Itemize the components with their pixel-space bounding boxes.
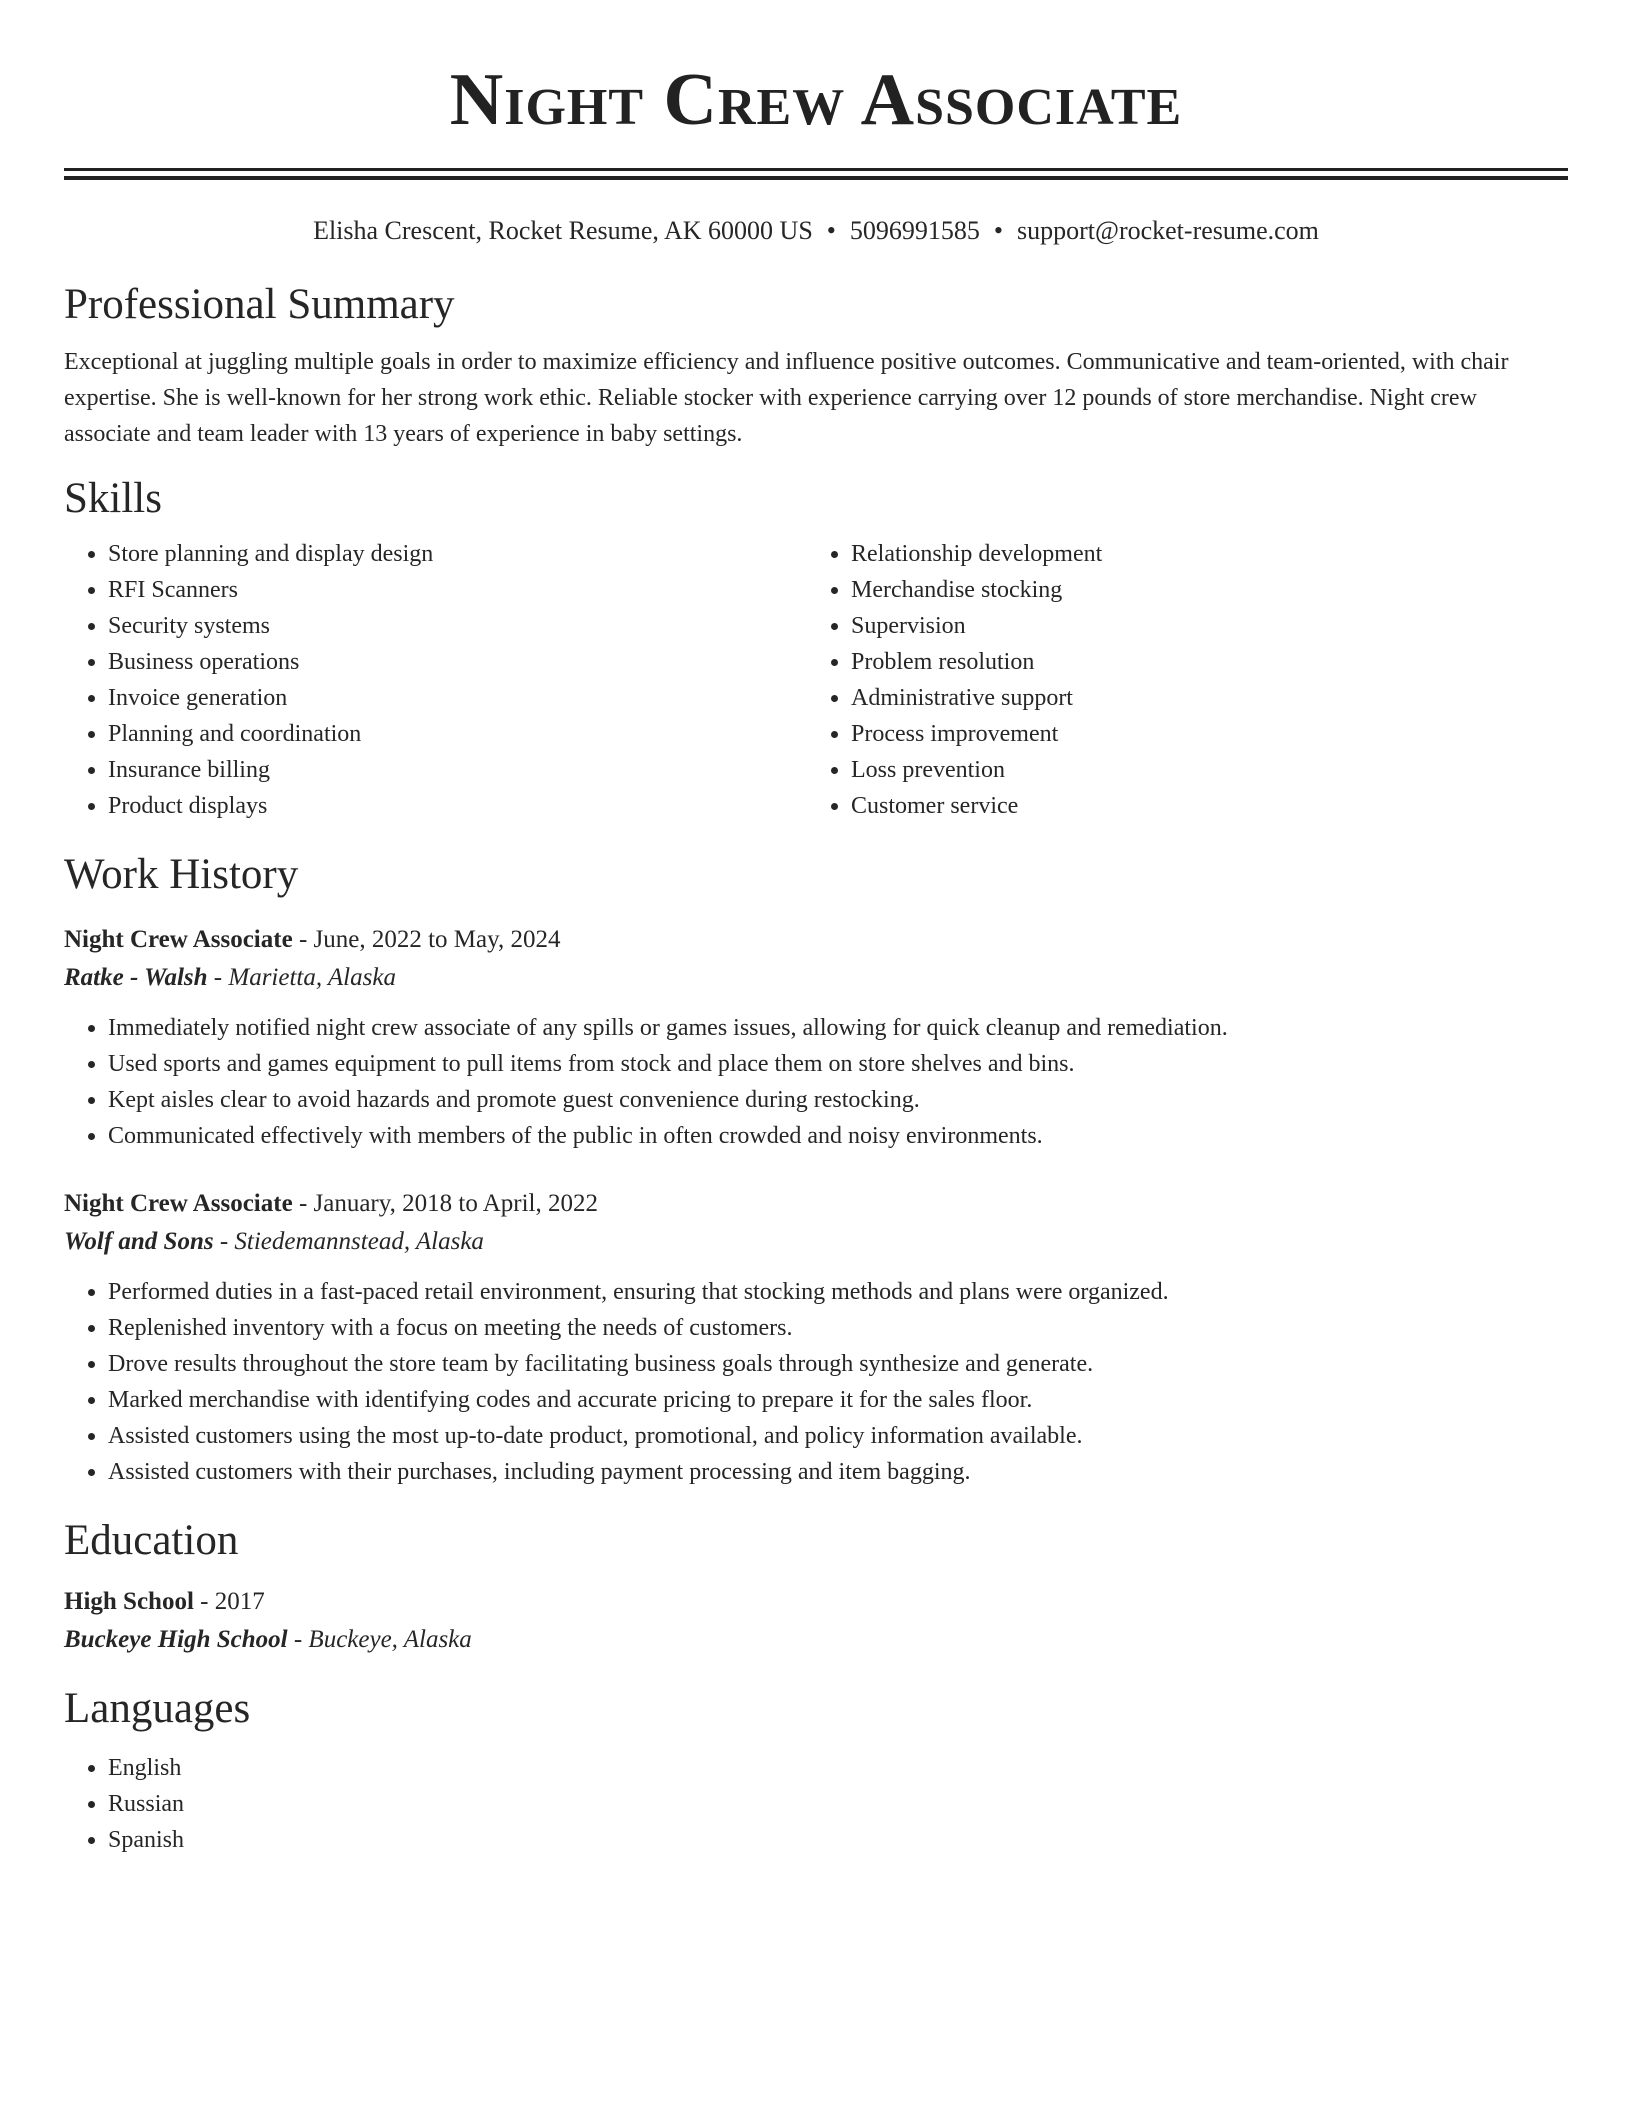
section-title-work-history: Work History xyxy=(64,851,299,898)
skill-item: • Insurance billing xyxy=(108,752,807,788)
section-title-summary: Professional Summary xyxy=(64,281,455,328)
candidate-name: Night Crew Associate xyxy=(449,59,1183,141)
skill-item: • Process improvement xyxy=(851,716,1550,752)
skill-item: • Problem resolution xyxy=(851,644,1550,680)
skill-item: • Customer service xyxy=(851,788,1550,824)
languages-list xyxy=(64,1750,1568,1858)
job-company: Wolf and Sons xyxy=(64,1228,214,1255)
contact-phone: 5096991585 xyxy=(849,216,980,245)
skill-item: • Security systems xyxy=(108,608,807,644)
skill-item: • Relationship development xyxy=(851,536,1550,572)
job-bullets xyxy=(64,1274,1568,1490)
section-title-education: Education xyxy=(64,1517,239,1564)
job-bullet: • Marked merchandise with identifying codes and accurate pricing to prepare it for the sales floor. xyxy=(108,1382,1568,1418)
skills-list-left xyxy=(64,536,807,824)
contact-separator: • xyxy=(993,216,1003,245)
skill-item: • RFI Scanners xyxy=(108,572,807,608)
job-employer xyxy=(64,958,1568,998)
job-role: Night Crew Associate xyxy=(64,1190,293,1217)
skill-item: • Administrative support xyxy=(851,680,1550,716)
skill-item: • Merchandise stocking xyxy=(851,572,1550,608)
job-employer xyxy=(64,1222,1568,1262)
job-bullet: • Communicated effectively with members of the public in often crowded and noisy environments. xyxy=(108,1118,1568,1154)
skills-columns xyxy=(64,536,1568,824)
language-item: • English xyxy=(108,1750,1568,1786)
job-dates: - June, 2022 to May, 2024 xyxy=(292,926,561,953)
skill-item: • Store planning and display design xyxy=(108,536,807,572)
job-bullet: • Used sports and games equipment to pull items from stock and place them on store shelves and bins. xyxy=(108,1046,1568,1082)
skills-list-right xyxy=(807,536,1550,824)
skill-item: • Invoice generation xyxy=(108,680,807,716)
job-bullet: • Drove results throughout the store team by facilitating business goals through synthesize and generate. xyxy=(108,1346,1568,1382)
skill-item: • Planning and coordination xyxy=(108,716,807,752)
education-school: Buckeye High School xyxy=(64,1626,288,1653)
job-bullet: • Replenished inventory with a focus on meeting the needs of customers. xyxy=(108,1310,1568,1346)
education-school-line xyxy=(64,1620,1568,1660)
job-entry xyxy=(64,922,1568,1154)
summary-text: Exceptional at juggling multiple goals in order to maximize efficiency and influence positive outcomes. Communicative and team-oriented, with chair expertise. She is well-known for her strong work ethic. Reliable stocker with experience carrying over 12 pounds of store merchandise. Night crew associate and team leader with 13 years of experience in baby settings. xyxy=(64,349,1509,447)
section-title-languages: Languages xyxy=(64,1685,251,1732)
contact-address: Elisha Crescent, Rocket Resume, AK 60000 US xyxy=(313,216,813,245)
job-bullet: • Assisted customers with their purchases, including payment processing and item bagging. xyxy=(108,1454,1568,1490)
job-role: Night Crew Associate xyxy=(64,926,293,953)
language-item: • Spanish xyxy=(108,1822,1568,1858)
job-dates: - January, 2018 to April, 2022 xyxy=(292,1190,598,1217)
contact-separator: • xyxy=(826,216,836,245)
contact-line xyxy=(64,216,1568,246)
job-company: Ratke - Walsh xyxy=(64,964,208,991)
job-bullet: • Performed duties in a fast-paced retail environment, ensuring that stocking methods and plans were organized. xyxy=(108,1274,1568,1310)
job-location: - Marietta, Alaska xyxy=(207,964,396,991)
job-heading xyxy=(64,1186,1568,1222)
job-entry xyxy=(64,1186,1568,1490)
header-double-rule xyxy=(64,168,1568,180)
job-bullet: • Assisted customers using the most up-to-date product, promotional, and policy information available. xyxy=(108,1418,1568,1454)
job-location: - Stiedemannstead, Alaska xyxy=(213,1228,484,1255)
skill-item: • Business operations xyxy=(108,644,807,680)
language-item: • Russian xyxy=(108,1786,1568,1822)
education-location: - Buckeye, Alaska xyxy=(287,1626,472,1653)
job-bullet: • Kept aisles clear to avoid hazards and promote guest convenience during restocking. xyxy=(108,1082,1568,1118)
skill-item: • Loss prevention xyxy=(851,752,1550,788)
job-heading xyxy=(64,922,1568,958)
education-heading xyxy=(64,1584,1568,1620)
section-title-skills: Skills xyxy=(64,475,162,522)
education-degree: High School xyxy=(64,1588,194,1615)
job-bullets xyxy=(64,1010,1568,1154)
skill-item: • Product displays xyxy=(108,788,807,824)
job-bullet: • Immediately notified night crew associate of any spills or games issues, allowing for quick cleanup and remediation. xyxy=(108,1010,1568,1046)
contact-email: support@rocket-resume.com xyxy=(1017,216,1319,245)
education-year: - 2017 xyxy=(193,1588,265,1615)
skill-item: • Supervision xyxy=(851,608,1550,644)
